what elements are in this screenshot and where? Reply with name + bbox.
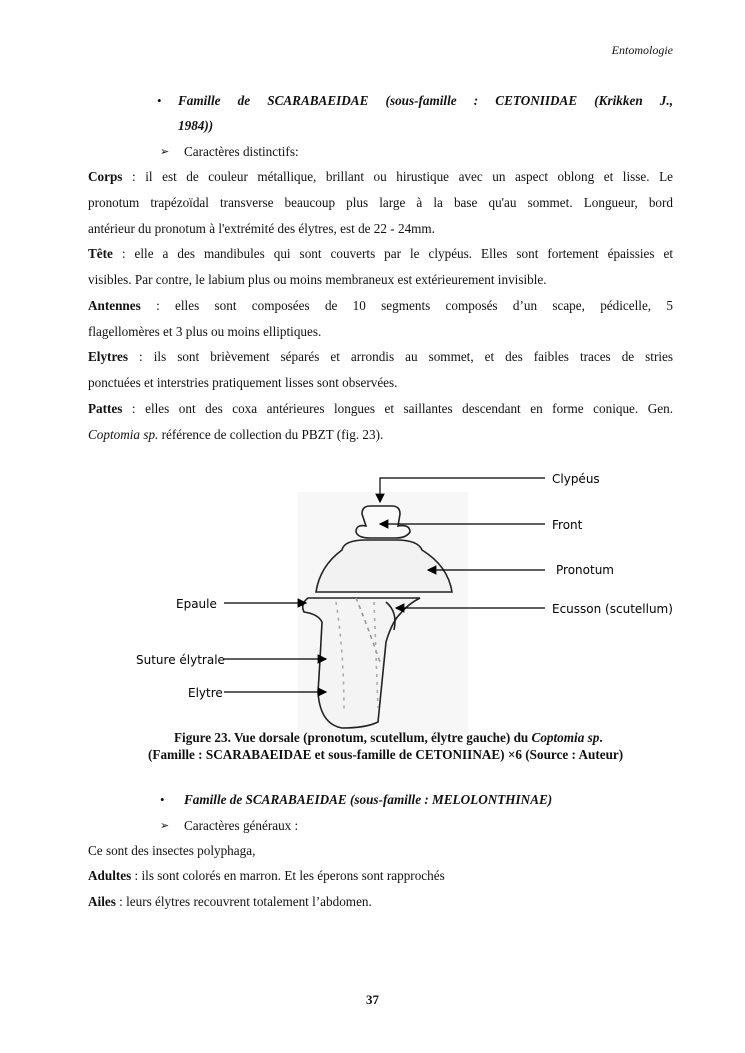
page-number: 37 — [366, 992, 379, 1007]
corps-label: Corps — [88, 169, 123, 184]
label-pronotum: Pronotum — [556, 563, 614, 577]
label-front: Front — [552, 518, 583, 532]
intro-line: Ce sont des insectes polyphaga, — [88, 843, 256, 858]
figure-23-beetle-diagram — [130, 462, 690, 734]
caption-text: Figure 23. Vue dorsale (pronotum, scutellum, élytre gauche) du — [174, 730, 532, 745]
pattes-text: : elles ont des coxa antérieures longues et saillantes descendant en forme conique. Gen. — [122, 401, 673, 416]
elytres-line-2: ponctuées et interstries pratiquement lisses sont observées. — [88, 375, 398, 390]
ailes-line — [88, 894, 673, 910]
label-clypeus: Clypéus — [552, 472, 600, 486]
caption-period: . — [599, 730, 603, 745]
antennes-line-2: flagellomères et 3 plus ou moins elliptiques. — [88, 324, 322, 339]
corps-line-3: antérieur du pronotum à l'extrémité des élytres, est de 22 - 24mm. — [88, 221, 435, 236]
section-heading-cetoniidae-cont: 1984)) — [178, 118, 214, 133]
label-elytre: Elytre — [188, 686, 223, 700]
caption-genus: Coptomia sp — [531, 730, 600, 745]
arrow-bullet-icon: ➢ — [160, 146, 170, 158]
sub-heading-distinctive: Caractères distinctifs: — [184, 144, 299, 159]
sub-heading-general: Caractères généraux : — [184, 818, 299, 833]
tete-label: Tête — [88, 246, 113, 261]
adultes-line — [88, 868, 673, 884]
antennes-line-1 — [88, 298, 673, 314]
label-suture: Suture élytrale — [136, 653, 225, 667]
ailes-text: : leurs élytres recouvrent totalement l’abdomen. — [115, 894, 372, 909]
corps-text: : il est de couleur métallique, brillant ou hirustique avec un aspect oblong et lisse. Le — [122, 169, 673, 184]
arrow-bullet-icon-2: ➢ — [160, 820, 170, 832]
antennes-text: : elles sont composées de 10 segments composés d’un scape, pédicelle, 5 — [140, 298, 673, 313]
figure-caption-line-1 — [174, 730, 603, 746]
pattes-line-2 — [88, 427, 673, 443]
pattes-genus: Coptomia sp. — [88, 427, 159, 442]
section-heading-cetoniidae: Famille de SCARABAEIDAE (sous-famille : CETONIIDAE (Krikken J., — [178, 93, 673, 108]
pattes-line-1 — [88, 401, 673, 417]
tete-text: : elle a des mandibules qui sont couverts par le clypéus. Elles sont fortement épaissies et — [112, 246, 673, 261]
running-header: Entomologie — [611, 43, 673, 57]
elytres-label: Elytres — [88, 349, 129, 364]
figure-caption-line-2: (Famille : SCARABAEIDAE et sous-famille de CETONIINAE) ×6 (Source : Auteur) — [148, 747, 624, 762]
elytres-text: : ils sont brièvement séparés et arrondis au sommet, et des faibles traces de stries — [128, 349, 673, 364]
bullet-dot: • — [157, 93, 162, 108]
label-ecusson: Ecusson (scutellum) — [552, 602, 673, 616]
adultes-label: Adultes — [88, 868, 132, 883]
antennes-label: Antennes — [88, 298, 141, 313]
pattes-label: Pattes — [88, 401, 123, 416]
bullet-dot-2: • — [160, 792, 165, 807]
label-epaule: Epaule — [176, 597, 217, 611]
ailes-label: Ailes — [88, 894, 116, 909]
tete-line-1 — [88, 246, 673, 262]
tete-line-2: visibles. Par contre, le labium plus ou moins membraneux est extérieurement invisible. — [88, 272, 547, 287]
elytres-line-1 — [88, 349, 673, 365]
corps-line-1 — [88, 169, 673, 185]
corps-line-2: pronotum trapézoïdal transverse beaucoup plus large à la base qu'au sommet. Longueur, bord — [88, 195, 673, 210]
pattes-text-2: référence de collection du PBZT (fig. 23). — [158, 427, 384, 442]
section-heading-melolonthinae: Famille de SCARABAEIDAE (sous-famille : MELOLONTHINAE) — [184, 792, 553, 807]
adultes-text: : ils sont colorés en marron. Et les éperons sont rapprochés — [131, 868, 445, 883]
